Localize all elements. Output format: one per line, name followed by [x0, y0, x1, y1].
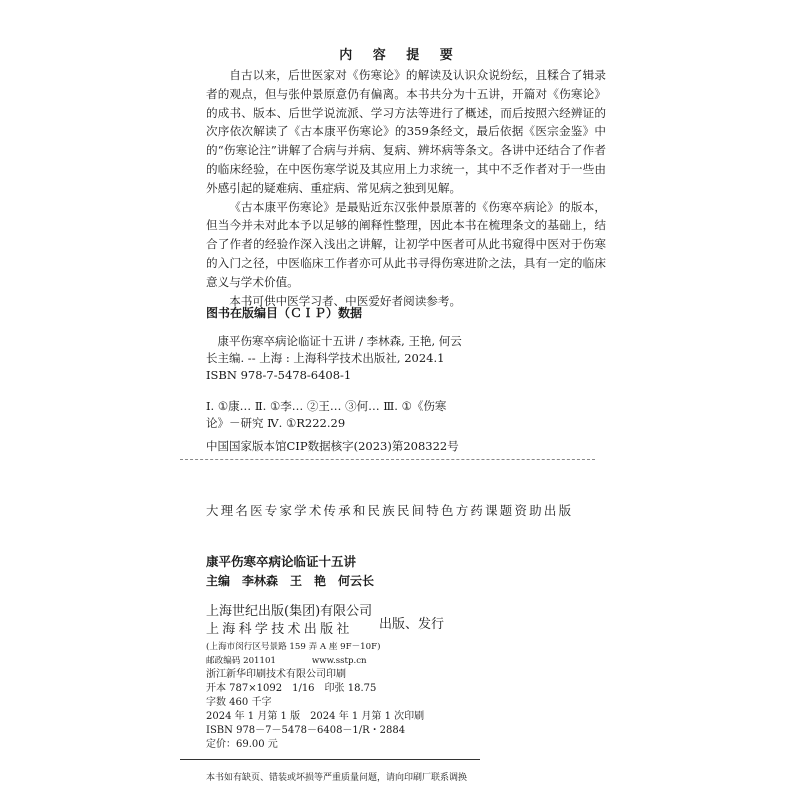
cip-description: [206, 333, 506, 384]
price: 定价：69.00 元: [206, 739, 278, 750]
book-title: 康平伤寒卒病论临证十五讲: [206, 554, 357, 569]
publisher-press: 上海科学技术出版社: [206, 622, 353, 637]
cip-approval-number: 中国国家版本馆CIP数据核字(2023)第208322号: [206, 439, 459, 453]
isbn: ISBN 978－7－5478－6408－1/R・2884: [206, 725, 406, 736]
dashed-divider: [180, 459, 595, 460]
editors-line: 主编 李林森 王 艳 何云长: [206, 574, 375, 588]
edition-info: 2024 年 1 月第 1 版 2024 年 1 月第 1 次印刷: [206, 711, 425, 722]
summary-heading: 内 容 提 要: [339, 48, 461, 63]
publishers: [206, 603, 372, 639]
cip-heading: 图书在版编目（ＣＩＰ）数据: [206, 306, 363, 320]
word-count: 字数 460 千字: [206, 697, 272, 708]
cip-classification-line-2: 论》－研究 Ⅳ. ①R222.29: [206, 416, 346, 430]
funding-note: 大理名医专家学术传承和民族民间特色方药课题资助出版: [206, 503, 574, 518]
summary-paragraph-2: 《古本康平伤寒论》是最贴近东汉张仲景原著的《伤寒卒病论》的版本，但当今并未对此本予以足够的阐释性整理，因此本书在梳理条文的基础上，结合了作者的经验作深入浅出之讲解，让初学中医者可从此书窥得中医对于伤寒的入门之径，中医临床工作者亦可从此书寻得伤寒进阶之法，具有一定的临床意义与学术价值。: [206, 199, 606, 289]
printer: 浙江新华印刷技术有限公司印刷: [206, 669, 346, 680]
cip-description-line-2: 长主编. -- 上海 : 上海科学技术出版社, 2024.1: [206, 351, 445, 365]
publication-details: [206, 640, 424, 752]
summary-paragraph-3: 本书可供中医学习者、中医爱好者阅读参考。: [229, 293, 462, 308]
summary-body: [206, 66, 606, 310]
publisher-role: 出版、发行: [379, 617, 445, 632]
cip-classification: [206, 398, 506, 432]
publisher-group: 上海世纪出版(集团)有限公司: [206, 604, 373, 619]
footer-divider: [180, 759, 480, 760]
cip-description-line-1: 康平伤寒卒病论临证十五讲 / 李林森, 王艳, 何云: [217, 334, 462, 348]
footer-note: 本书如有缺页、错装或坏损等严重质量问题，请向印刷厂联系调换: [206, 773, 468, 783]
summary-paragraph-1: 自古以来，后世医家对《伤寒论》的解读及认识众说纷纭，且糅合了辑录者的观点，但与张仲景原意仍有偏离。本书共分为十五讲，开篇对《伤寒论》的成书、版本、后世学说流派、学习方法等进行了概述，而后按照六经辨证的次序依次解读了《古本康平伤寒论》的359条经文，最后依据《医宗金鉴》中的“伤寒论注”讲解了合病与并病、复病、辨坏病等条文。各讲中还结合了作者的临床经验，在中医伤寒学说及其应用上力求统一，其中不乏作者对于一些由外感引起的疑难病、重症病、常见病之独到见解。: [206, 68, 606, 195]
cip-description-line-3: ISBN 978-7-5478-6408-1: [206, 368, 352, 382]
publisher-address: (上海市闵行区号景路 159 弄 A 座 9F－10F): [206, 642, 381, 652]
postcode: 邮政编码 201101: [206, 656, 276, 666]
cip-classification-line-1: Ⅰ. ①康… Ⅱ. ①李… ②王… ③何… Ⅲ. ①《伤寒: [206, 399, 447, 413]
website-link[interactable]: www.sstp.cn: [311, 656, 367, 666]
format-spec: 开本 787×1092 1/16 印张 18.75: [206, 683, 377, 694]
